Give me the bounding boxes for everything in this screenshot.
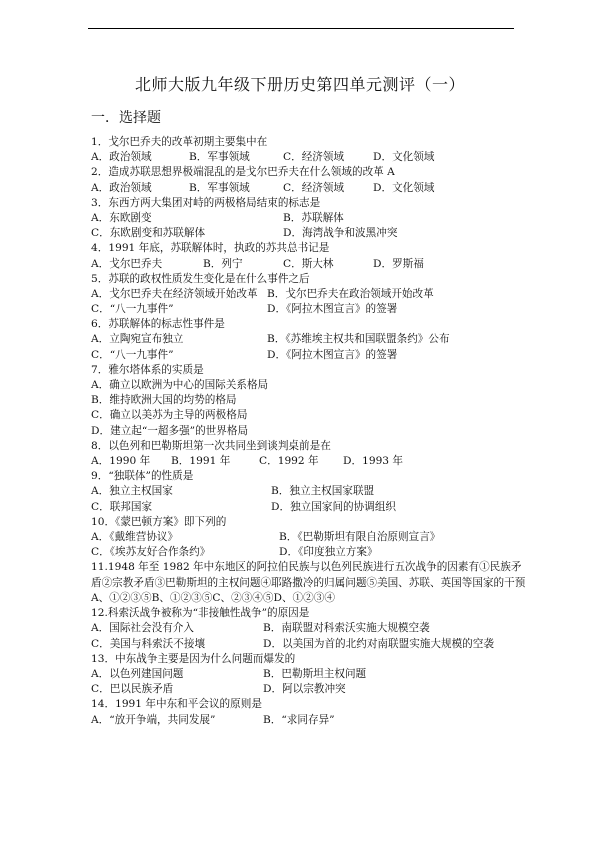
option: B．1991 年 (171, 454, 231, 467)
options-row (91, 545, 531, 560)
option: B．维持欧洲大国的均势的格局 (91, 394, 237, 407)
question-stem: 4．1991 年底，苏联解体时，执政的苏共总书记是 (91, 242, 330, 255)
option: A．立陶宛宣布独立 (91, 333, 184, 346)
question-stem: 14．1991 年中东和平会议的原则是 (91, 698, 262, 711)
option: C．联邦国家 (91, 500, 153, 513)
option: A．1990 年 (91, 454, 151, 467)
option: C．斯大林 (283, 257, 334, 270)
options-row (91, 150, 531, 165)
option: A．“放开争端，共同发展” (91, 713, 216, 726)
options-row (91, 287, 531, 302)
option: D．独立国家间的协调组织 (271, 500, 397, 513)
option: C．巴以民族矛盾 (91, 683, 174, 696)
option: D．建立起“一超多强”的世界格局 (91, 424, 249, 437)
question-stem: 2．造成苏联思想界极端混乱的是戈尔巴乔夫在什么领域的改革 A (91, 166, 395, 179)
option: C．东欧剧变和苏联解体 (91, 227, 206, 240)
option: A．政治领域 (91, 151, 152, 164)
option: D．以美国为首的北约对南联盟实施大规模的空袭 (263, 637, 494, 650)
page-title: 北师大版九年级下册历史第四单元测评（一） (134, 75, 465, 94)
option: B．军事领域 (189, 151, 250, 164)
option: D．文化领域 (373, 151, 435, 164)
question-stem: 13．中东战争主要是因为什么问题而爆发的 (91, 652, 296, 665)
option: A．戈尔巴乔夫在经济领域开始改革 (91, 287, 258, 300)
question-stem: 9．“独联体”的性质是 (91, 470, 194, 483)
options-row (91, 637, 531, 652)
option: D．《阿拉木图宣言》的签署 (267, 348, 398, 361)
option: A．政治领域 (91, 181, 152, 194)
question-stem: 5．苏联的政权性质发生变化是在什么事件之后 (91, 272, 310, 285)
option: B．《巴勒斯坦有限自治原则宣言》 (279, 530, 441, 543)
options-row (91, 621, 531, 636)
option: C．“八一九事件” (91, 348, 174, 361)
option: C．经济领域 (283, 181, 345, 194)
option: B．“求同存异” (263, 713, 335, 726)
options-row (91, 226, 531, 241)
option: A．国际社会没有介入 (91, 622, 194, 635)
option: B．苏联解体 (283, 211, 344, 224)
option: D．《印度独立方案》 (279, 546, 378, 559)
option: C．经济领域 (283, 151, 345, 164)
option: C．“八一九事件” (91, 303, 174, 316)
options-row: A、①②③⑤B、①②③⑤C、②③④⑤D、①②③④ (91, 592, 335, 605)
option: A．戈尔巴乔夫 (91, 257, 163, 270)
options-row (91, 667, 531, 682)
question-stem: 8．以色列和巴勒斯坦第一次共同坐到谈判桌前是在 (91, 439, 331, 452)
option: C．1992 年 (259, 454, 319, 467)
options-row (91, 302, 531, 317)
option: C．确立以美苏为主导的两极格局 (91, 409, 248, 422)
option: A．东欧剧变 (91, 211, 152, 224)
question-stem: 7．雅尔塔体系的实质是 (91, 363, 204, 376)
options-row (91, 484, 531, 499)
option: B．戈尔巴乔夫在政治领域开始改革 (267, 287, 434, 300)
options-row (91, 348, 531, 363)
options-row (91, 257, 531, 272)
option: D．阿以宗教冲突 (263, 683, 346, 696)
options-row (91, 211, 531, 226)
question-stem: 10．《蒙巴顿方案》即下列的 (91, 515, 227, 528)
options-row (91, 682, 531, 697)
option: B．巴勒斯坦主权问题 (263, 668, 367, 680)
option: D．1993 年 (343, 454, 404, 467)
option: B．南联盟对科索沃实施大规模空袭 (263, 622, 430, 635)
options-row (91, 500, 531, 515)
option: D．文化领域 (373, 181, 435, 194)
option: D．《阿拉木图宣言》的签署 (267, 303, 398, 316)
question-stem: 1．戈尔巴乔夫的改革初期主要集中在 (91, 136, 268, 148)
question-stem: 3．东西方两大集团对峙的两极格局结束的标志是 (91, 196, 321, 209)
option: A．确立以欧洲为中心的国际关系格局 (91, 379, 269, 391)
option: B．《苏维埃主权共和国联盟条约》公布 (267, 333, 450, 346)
option: C．《埃苏友好合作条约》 (91, 546, 211, 559)
options-row (91, 530, 531, 545)
options-row (91, 332, 531, 347)
question-stem: 6．苏联解体的标志性事件是 (91, 318, 225, 331)
question-list (91, 135, 531, 728)
options-row (91, 454, 531, 469)
option: C．美国与科索沃不接壤 (91, 637, 206, 650)
option: B．独立主权国家联盟 (271, 485, 375, 498)
question-stem: 12.科索沃战争被称为“非接触性战争”的原因是 (91, 607, 310, 620)
option: D．罗斯福 (373, 257, 424, 270)
options-row (91, 181, 531, 196)
option: D．海湾战争和波黑冲突 (283, 227, 398, 240)
header-rule (88, 28, 514, 29)
section-heading: 一．选择题 (91, 110, 161, 126)
option: A．以色列建国问题 (91, 668, 184, 680)
option: A．独立主权国家 (91, 485, 173, 498)
option: B．军事领域 (189, 181, 250, 194)
option: B．列宁 (203, 257, 243, 270)
question-stem: 11.1948 年至 1982 年中东地区的阿拉伯民族与以色列民族进行五次战争的因素有①民族矛盾②宗教矛盾③巴勒斯坦的主权问题④耶路撒冷的归属问题⑤美国、苏联、英国等国家的干预 (91, 561, 526, 589)
options-row (91, 713, 531, 728)
option: A．《戴维营协议》 (91, 530, 179, 543)
